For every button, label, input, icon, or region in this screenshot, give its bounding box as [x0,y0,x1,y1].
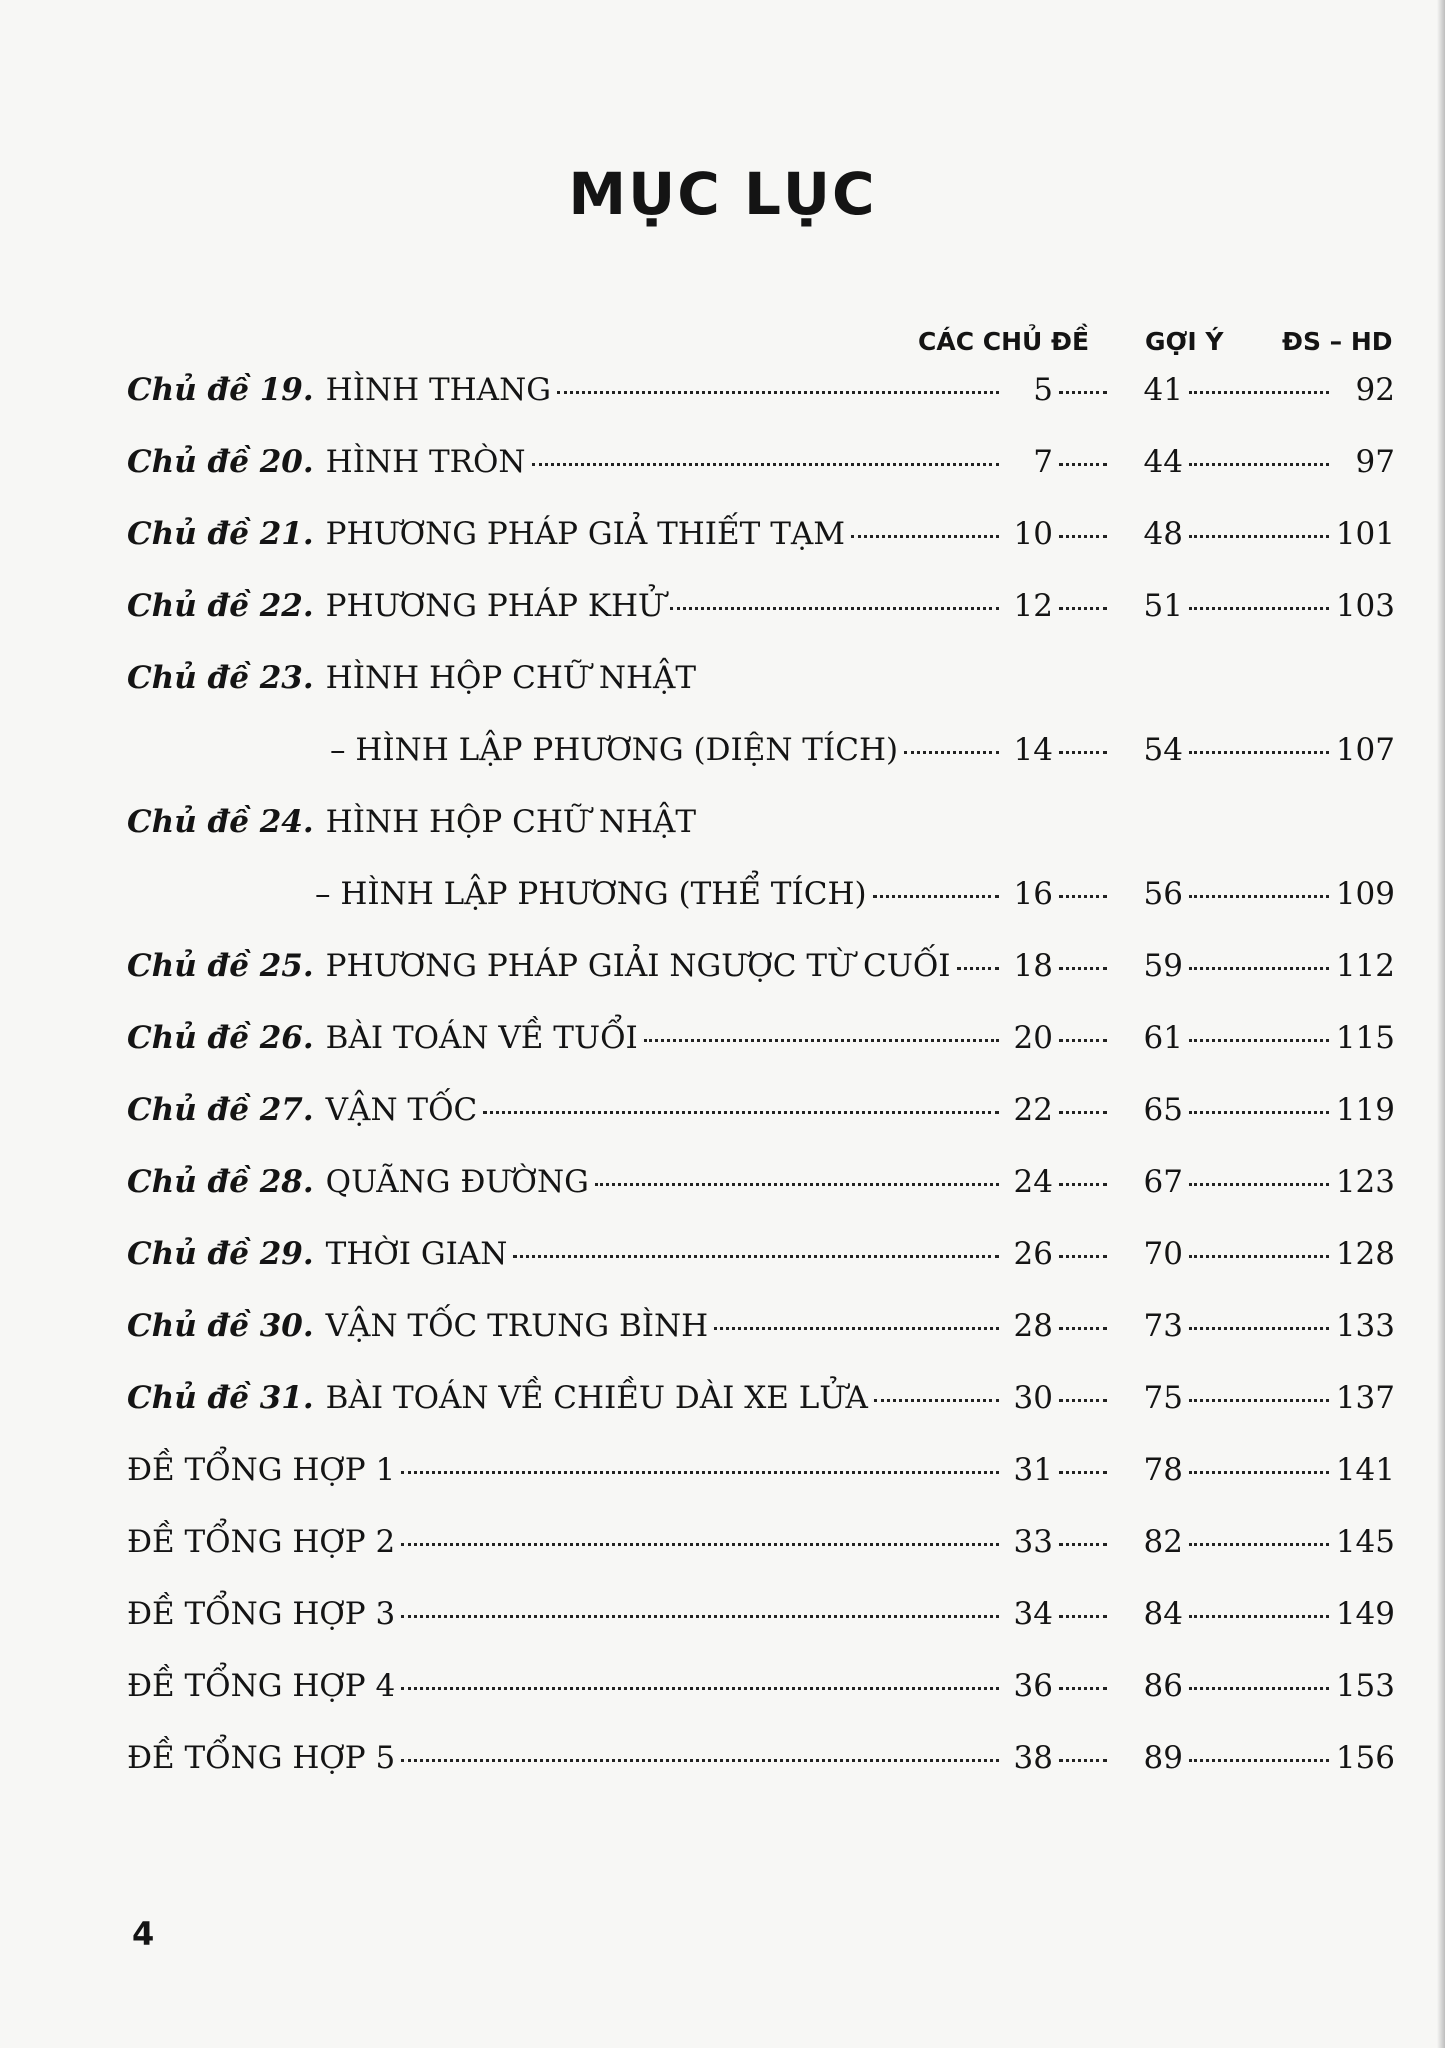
dot-leader [714,1327,999,1330]
dot-leader [1189,1183,1329,1186]
page-answer: 141 [1335,1452,1395,1488]
toc-entry-label [127,1164,589,1200]
toc-entry-title: BÀI TOÁN VỀ CHIỀU DÀI XE LỬA [325,1380,868,1416]
toc-entry-prefix: Chủ đề 30. [127,1308,314,1344]
page-topic: 28 [1013,1308,1053,1344]
toc-entry [127,1596,1395,1648]
toc-entry-title: HÌNH HỘP CHỮ NHẬT [325,660,697,696]
page-hint: 44 [1143,444,1183,480]
page-answer: 115 [1335,1020,1395,1056]
toc-entry-label [127,1740,395,1776]
toc-entry [127,1236,1395,1288]
page-hint: 89 [1143,1740,1183,1776]
dot-leader [1059,967,1107,970]
toc-entry-prefix: Chủ đề 19. [127,372,314,408]
toc-entry-title: PHƯƠNG PHÁP GIẢI NGƯỢC TỪ CUỐI [325,948,951,984]
toc-entry [127,1380,1395,1432]
dot-leader [513,1255,999,1258]
page-topic: 14 [1013,732,1053,768]
dot-leader [851,535,999,538]
dot-leader [1059,463,1107,466]
page-hint: 41 [1143,372,1183,408]
dot-leader [1189,967,1329,970]
toc-entry-title: ĐỀ TỔNG HỢP 3 [127,1596,396,1632]
toc-entry-prefix: Chủ đề 24. [127,804,314,840]
page-hint: 54 [1143,732,1183,768]
toc-entry [127,1020,1395,1072]
page-answer: 107 [1335,732,1395,768]
dot-leader [557,391,999,394]
dot-leader [1189,1039,1329,1042]
toc-entry [127,804,1395,856]
page-answer: 137 [1335,1380,1395,1416]
dot-leader [1189,1111,1329,1114]
toc-entry-label [127,1596,395,1632]
page-answer: 97 [1355,444,1395,480]
toc-entry [127,1308,1395,1360]
toc-entry [127,660,1395,712]
page-hint: 73 [1143,1308,1183,1344]
dot-leader [1059,1543,1107,1546]
dot-leader [904,751,999,754]
dot-leader [1189,1543,1329,1546]
toc-entry-prefix: Chủ đề 28. [127,1164,314,1200]
toc-entry [127,1164,1395,1216]
dot-leader [1059,1759,1107,1762]
toc-entry-prefix: Chủ đề 26. [127,1020,314,1056]
toc-entry-subtitle: – HÌNH LẬP PHƯƠNG (DIỆN TÍCH) [330,732,899,768]
page-topic: 31 [1013,1452,1053,1488]
dot-leader [595,1183,999,1186]
toc-entry-prefix: Chủ đề 21. [127,516,314,552]
page-topic: 20 [1013,1020,1053,1056]
page-hint: 70 [1143,1236,1183,1272]
toc-entry-title: ĐỀ TỔNG HỢP 4 [127,1668,396,1704]
page-topic: 5 [1033,372,1053,408]
dot-leader [1189,1471,1329,1474]
toc-entry-label [127,1236,507,1272]
page-topic: 30 [1013,1380,1053,1416]
page-answer: 149 [1335,1596,1395,1632]
page-answer: 133 [1335,1308,1395,1344]
page-hint: 65 [1143,1092,1183,1128]
toc-entry-label [127,588,664,624]
page-topic: 33 [1013,1524,1053,1560]
toc-entry-label [127,1092,477,1128]
toc-entry-label [127,1452,395,1488]
page-hint: 67 [1143,1164,1183,1200]
column-header-hints: GỢI Ý [1145,327,1224,356]
page-hint: 78 [1143,1452,1183,1488]
page-answer: 145 [1335,1524,1395,1560]
toc-entry-title: PHƯƠNG PHÁP GIẢ THIẾT TẠM [325,516,846,552]
page-topic: 22 [1013,1092,1053,1128]
toc-entry-title: ĐỀ TỔNG HỢP 1 [127,1452,396,1488]
dot-leader [1059,1327,1107,1330]
page-hint: 75 [1143,1380,1183,1416]
page-topic: 16 [1013,876,1053,912]
page-topic: 24 [1013,1164,1053,1200]
toc-entry [127,588,1395,640]
page-title: MỤC LỤC [568,160,877,228]
toc-entry [127,516,1395,568]
dot-leader [401,1759,999,1762]
toc-entry-label [127,1308,708,1344]
dot-leader [401,1543,999,1546]
dot-leader [1189,535,1329,538]
dot-leader [874,1399,999,1402]
dot-leader [1059,1111,1107,1114]
dot-leader [1189,1615,1329,1618]
page-answer: 112 [1335,948,1395,984]
toc-entry-title: HÌNH HỘP CHỮ NHẬT [325,804,697,840]
dot-leader [670,607,999,610]
page-topic: 38 [1013,1740,1053,1776]
toc-entry-title: BÀI TOÁN VỀ TUỔI [325,1020,638,1056]
page-hint: 61 [1143,1020,1183,1056]
toc-entry [127,372,1395,424]
page-hint: 82 [1143,1524,1183,1560]
dot-leader [1189,1399,1329,1402]
toc-entry-label [127,948,951,984]
toc-entry-title: QUÃNG ĐƯỜNG [325,1164,589,1200]
toc-entry-title: VẬN TỐC [325,1092,478,1128]
toc-entry-label [127,1668,395,1704]
dot-leader [1189,895,1329,898]
toc-entry [127,444,1395,496]
toc-entry-prefix: Chủ đề 25. [127,948,314,984]
page-edge-shadow [1437,0,1445,2048]
dot-leader [1059,1687,1107,1690]
page-answer: 153 [1335,1668,1395,1704]
toc-entry-prefix: Chủ đề 22. [127,588,314,624]
page-hint: 48 [1143,516,1183,552]
dot-leader [1189,1327,1329,1330]
toc-entry-label [127,444,526,480]
dot-leader [401,1615,999,1618]
page-answer: 103 [1335,588,1395,624]
toc-entry-prefix: Chủ đề 29. [127,1236,314,1272]
page-answer: 156 [1335,1740,1395,1776]
toc-entry [127,1092,1395,1144]
toc-entry-prefix: Chủ đề 31. [127,1380,314,1416]
dot-leader [1189,751,1329,754]
dot-leader [1189,1759,1329,1762]
page-answer: 128 [1335,1236,1395,1272]
page-topic: 7 [1033,444,1053,480]
dot-leader [1059,1615,1107,1618]
toc-entry-title: HÌNH THANG [325,372,551,408]
toc-entry [127,948,1395,1000]
toc-entry-title: ĐỀ TỔNG HỢP 2 [127,1524,396,1560]
page-topic: 26 [1013,1236,1053,1272]
dot-leader [1059,535,1107,538]
page-hint: 56 [1143,876,1183,912]
toc-entry-subtitle: – HÌNH LẬP PHƯƠNG (THỂ TÍCH) [315,876,867,912]
toc-entry-title: PHƯƠNG PHÁP KHỬ [325,588,665,624]
dot-leader [532,463,999,466]
toc-entry-prefix: Chủ đề 20. [127,444,314,480]
toc-entry [127,1524,1395,1576]
dot-leader [1189,607,1329,610]
page-hint: 59 [1143,948,1183,984]
page-answer: 101 [1335,516,1395,552]
page-topic: 34 [1013,1596,1053,1632]
toc-entry-label [127,1524,395,1560]
toc-entry-continuation [330,732,1395,784]
dot-leader [483,1111,999,1114]
toc-entry-label [127,660,696,696]
dot-leader [1059,607,1107,610]
dot-leader [1059,1471,1107,1474]
dot-leader [401,1687,999,1690]
toc-entry [127,1452,1395,1504]
page-answer: 92 [1355,372,1395,408]
toc-entry-title: THỜI GIAN [325,1236,508,1272]
page-topic: 10 [1013,516,1053,552]
dot-leader [644,1039,999,1042]
dot-leader [401,1471,999,1474]
dot-leader [1059,1255,1107,1258]
dot-leader [1059,1183,1107,1186]
toc-entry [127,1740,1395,1792]
dot-leader [1059,895,1107,898]
page-hint: 84 [1143,1596,1183,1632]
toc-entry-label [127,804,696,840]
toc-entry-title: VẬN TỐC TRUNG BÌNH [325,1308,709,1344]
page-answer: 109 [1335,876,1395,912]
dot-leader [1059,391,1107,394]
column-header-answers: ĐS – HD [1282,327,1393,356]
page-number: 4 [132,1915,155,1953]
dot-leader [873,895,999,898]
toc-entry-label [127,1020,638,1056]
page-topic: 12 [1013,588,1053,624]
page-hint: 86 [1143,1668,1183,1704]
toc-entry-label [127,516,845,552]
toc-entry-prefix: Chủ đề 27. [127,1092,314,1128]
dot-leader [1189,391,1329,394]
column-header-topics: CÁC CHỦ ĐỀ [918,327,1090,356]
page-answer: 119 [1335,1092,1395,1128]
page-topic: 36 [1013,1668,1053,1704]
toc-entry-title: ĐỀ TỔNG HỢP 5 [127,1740,396,1776]
toc-entry-title: HÌNH TRÒN [325,444,526,480]
dot-leader [1059,751,1107,754]
page-hint: 51 [1143,588,1183,624]
dot-leader [1059,1039,1107,1042]
dot-leader [1189,463,1329,466]
toc-entry-continuation [315,876,1395,928]
dot-leader [1189,1687,1329,1690]
toc-entry [127,1668,1395,1720]
dot-leader [957,967,999,970]
page-answer: 123 [1335,1164,1395,1200]
toc-entry-label [127,1380,868,1416]
dot-leader [1189,1255,1329,1258]
toc-entry-prefix: Chủ đề 23. [127,660,314,696]
toc-entry-label [127,372,551,408]
dot-leader [1059,1399,1107,1402]
page-topic: 18 [1013,948,1053,984]
